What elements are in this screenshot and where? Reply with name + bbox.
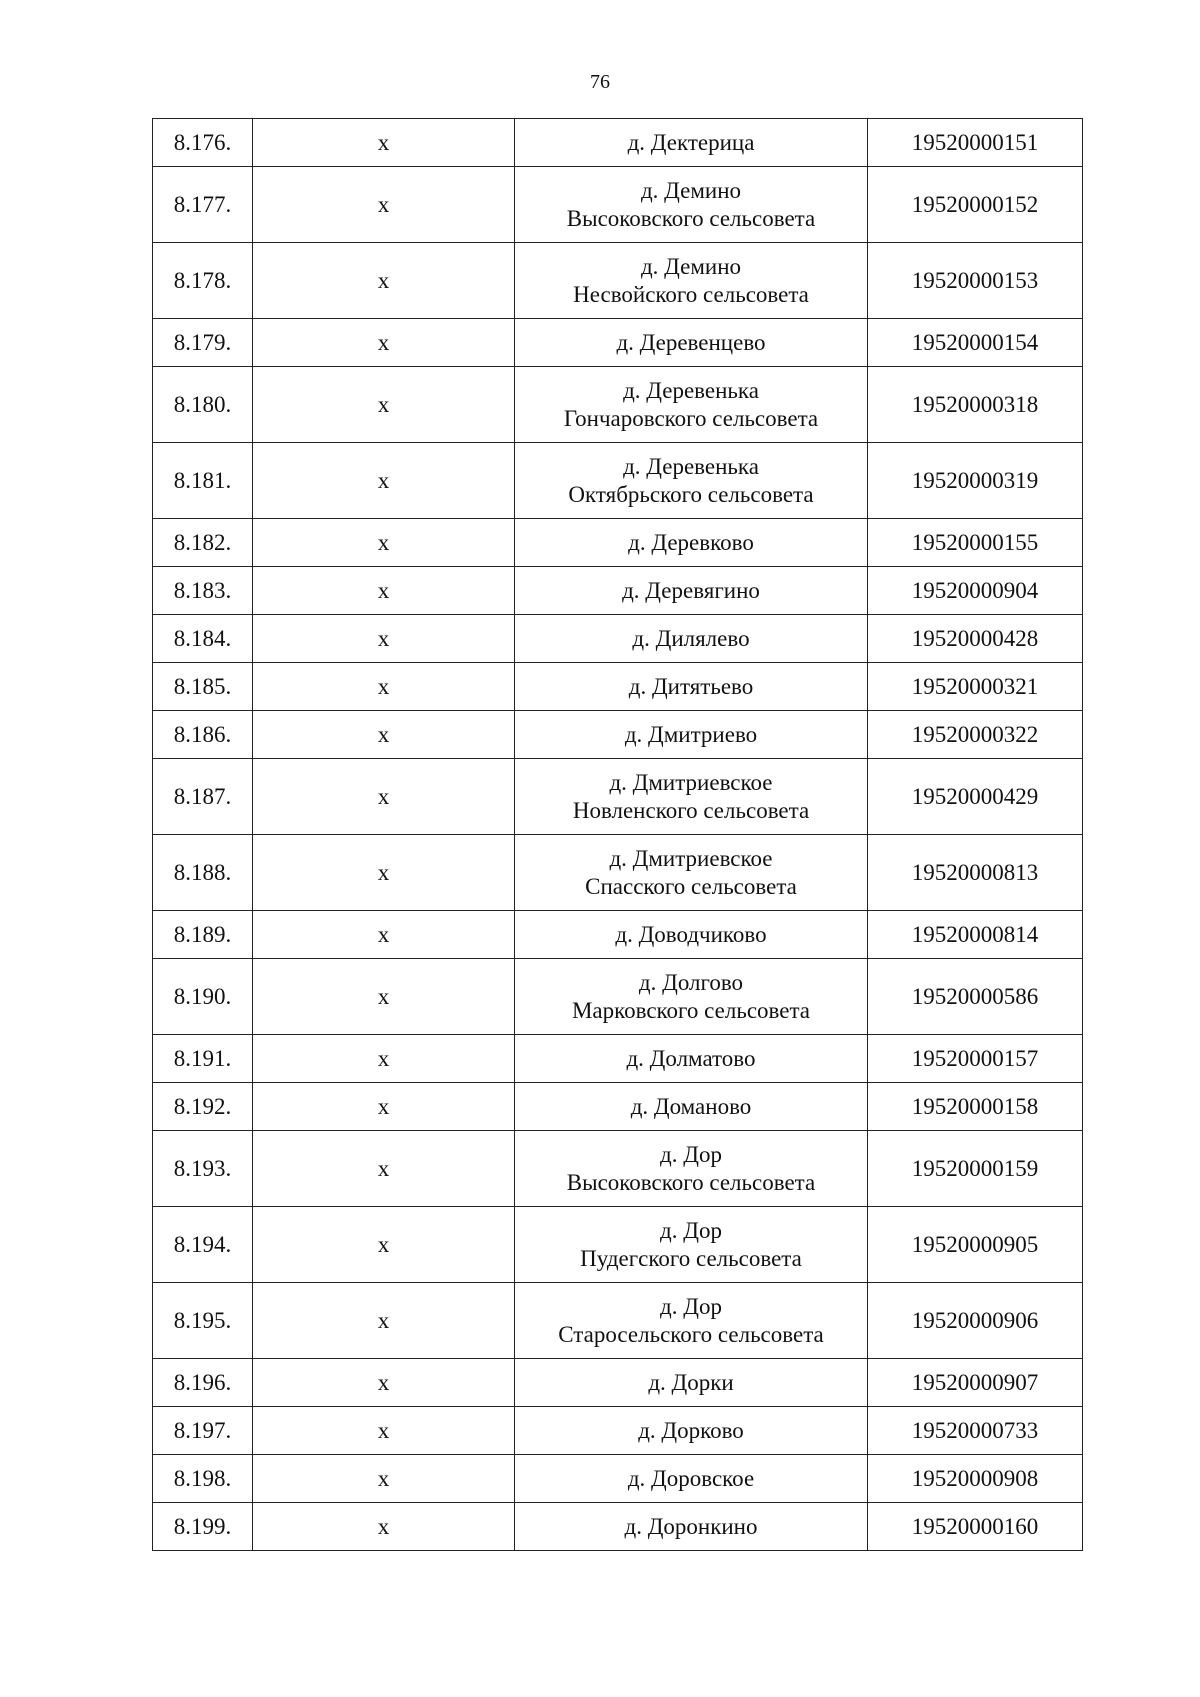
settlement-name: д. Долгово (638, 969, 744, 995)
settlement-code-cell: 19520000733 (868, 1407, 1083, 1455)
row-number-cell: 8.195. (153, 1283, 253, 1359)
row-mark-cell: х (253, 835, 515, 911)
row-number-cell: 8.180. (153, 367, 253, 443)
table-row (153, 663, 1083, 711)
row-number-cell: 8.190. (153, 959, 253, 1035)
settlement-code-cell: 19520000906 (868, 1283, 1083, 1359)
settlement-code-cell: 19520000322 (868, 711, 1083, 759)
row-number-cell: 8.198. (153, 1455, 253, 1503)
settlement-name-cell (515, 1083, 868, 1131)
table-row (153, 759, 1083, 835)
row-mark-cell: х (253, 167, 515, 243)
settlement-name: д. Доровское (627, 1465, 755, 1491)
table-row (153, 1283, 1083, 1359)
settlement-name: д. Демино (640, 177, 742, 203)
settlement-name: д. Деревенцево (616, 329, 766, 355)
row-mark-cell: х (253, 1283, 515, 1359)
settlement-name: д. Дорки (648, 1369, 734, 1395)
row-mark-cell: х (253, 443, 515, 519)
settlement-council: Старосельского сельсовета (558, 1321, 824, 1347)
row-number-cell: 8.185. (153, 663, 253, 711)
settlement-name: д. Демино (640, 253, 742, 279)
row-number-cell: 8.181. (153, 443, 253, 519)
table-row (153, 959, 1083, 1035)
table-row (153, 1503, 1083, 1551)
settlement-name: д. Деревенька (623, 377, 759, 403)
row-number-cell: 8.193. (153, 1131, 253, 1207)
table-row (153, 243, 1083, 319)
row-mark-cell: х (253, 1503, 515, 1551)
settlement-name-cell (515, 167, 868, 243)
settlement-code-cell: 19520000159 (868, 1131, 1083, 1207)
row-number-cell: 8.184. (153, 615, 253, 663)
settlement-code-cell: 19520000904 (868, 567, 1083, 615)
settlement-name-cell (515, 367, 868, 443)
settlement-council: Новленского сельсовета (572, 797, 810, 823)
table-row (153, 1407, 1083, 1455)
settlement-name: д. Дор (660, 1141, 722, 1167)
settlement-name-cell (515, 119, 868, 167)
row-mark-cell: х (253, 1359, 515, 1407)
settlement-name: д. Деревково (628, 529, 754, 555)
table-body (153, 119, 1083, 1551)
settlement-council: Высоковского сельсовета (566, 205, 816, 231)
settlement-name-cell (515, 663, 868, 711)
settlement-name: д. Деревягино (622, 577, 760, 603)
row-mark-cell: х (253, 519, 515, 567)
settlement-name-cell (515, 443, 868, 519)
settlement-name-cell (515, 1503, 868, 1551)
row-mark-cell: х (253, 759, 515, 835)
settlement-name: д. Дмитриево (624, 721, 758, 747)
settlement-code-cell: 19520000151 (868, 119, 1083, 167)
row-number-cell: 8.196. (153, 1359, 253, 1407)
settlement-code-cell: 19520000153 (868, 243, 1083, 319)
row-mark-cell: х (253, 711, 515, 759)
settlement-name-cell (515, 1407, 868, 1455)
table-row (153, 1035, 1083, 1083)
settlement-name-cell (515, 615, 868, 663)
row-number-cell: 8.192. (153, 1083, 253, 1131)
settlement-name-cell (515, 911, 868, 959)
row-mark-cell: х (253, 567, 515, 615)
settlement-name: д. Долматово (626, 1045, 756, 1071)
settlement-code-cell: 19520000158 (868, 1083, 1083, 1131)
settlement-council: Высоковского сельсовета (566, 1169, 816, 1195)
settlement-council: Несвойского сельсовета (573, 281, 809, 307)
settlement-name: д. Дмитриевское (609, 845, 773, 871)
settlement-name-cell (515, 759, 868, 835)
settlement-name-cell (515, 835, 868, 911)
settlements-table (152, 118, 1083, 1551)
settlement-name-cell (515, 959, 868, 1035)
settlement-name: д. Дорково (638, 1417, 744, 1443)
row-number-cell: 8.199. (153, 1503, 253, 1551)
settlement-code-cell: 19520000157 (868, 1035, 1083, 1083)
settlement-council: Пудегского сельсовета (580, 1245, 802, 1271)
settlement-code-cell: 19520000155 (868, 519, 1083, 567)
settlement-code-cell: 19520000429 (868, 759, 1083, 835)
row-number-cell: 8.176. (153, 119, 253, 167)
settlement-name-cell (515, 1207, 868, 1283)
table-row (153, 367, 1083, 443)
row-number-cell: 8.183. (153, 567, 253, 615)
settlement-name-cell (515, 1455, 868, 1503)
table-row (153, 167, 1083, 243)
row-number-cell: 8.189. (153, 911, 253, 959)
settlement-name-cell (515, 1283, 868, 1359)
settlement-council: Марковского сельсовета (571, 997, 811, 1023)
settlement-council: Гончаровского сельсовета (563, 405, 819, 431)
settlement-code-cell: 19520000586 (868, 959, 1083, 1035)
settlement-name: д. Деревенька (623, 453, 759, 479)
row-number-cell: 8.187. (153, 759, 253, 835)
settlement-council: Спасского сельсовета (585, 873, 797, 899)
row-number-cell: 8.179. (153, 319, 253, 367)
row-number-cell: 8.194. (153, 1207, 253, 1283)
settlement-code-cell: 19520000152 (868, 167, 1083, 243)
row-mark-cell: х (253, 663, 515, 711)
settlement-code-cell: 19520000905 (868, 1207, 1083, 1283)
row-number-cell: 8.191. (153, 1035, 253, 1083)
row-number-cell: 8.188. (153, 835, 253, 911)
row-number-cell: 8.186. (153, 711, 253, 759)
settlement-name: д. Доводчиково (615, 921, 767, 947)
table-row (153, 1083, 1083, 1131)
settlement-name: д. Дитятьево (628, 673, 754, 699)
settlement-name: д. Дилялево (632, 625, 750, 651)
row-number-cell: 8.182. (153, 519, 253, 567)
settlement-code-cell: 19520000908 (868, 1455, 1083, 1503)
table-row (153, 911, 1083, 959)
table-row (153, 1359, 1083, 1407)
settlement-name-cell (515, 243, 868, 319)
settlement-name: д. Дмитриевское (609, 769, 773, 795)
row-mark-cell: х (253, 367, 515, 443)
row-mark-cell: х (253, 1207, 515, 1283)
table-row (153, 119, 1083, 167)
row-number-cell: 8.197. (153, 1407, 253, 1455)
table-row (153, 615, 1083, 663)
settlement-code-cell: 19520000428 (868, 615, 1083, 663)
page-number: 76 (590, 71, 610, 93)
settlement-name: д. Дектерица (627, 129, 755, 155)
settlement-code-cell: 19520000160 (868, 1503, 1083, 1551)
settlement-name: д. Доронкино (624, 1513, 758, 1539)
row-mark-cell: х (253, 243, 515, 319)
row-mark-cell: х (253, 1407, 515, 1455)
row-mark-cell: х (253, 1035, 515, 1083)
settlement-name-cell (515, 567, 868, 615)
settlement-code-cell: 19520000318 (868, 367, 1083, 443)
settlement-name-cell (515, 519, 868, 567)
settlement-code-cell: 19520000814 (868, 911, 1083, 959)
row-mark-cell: х (253, 959, 515, 1035)
table-row (153, 443, 1083, 519)
table-row (153, 319, 1083, 367)
row-mark-cell: х (253, 1455, 515, 1503)
row-mark-cell: х (253, 319, 515, 367)
settlement-name-cell (515, 711, 868, 759)
row-number-cell: 8.177. (153, 167, 253, 243)
settlement-name: д. Доманово (630, 1093, 752, 1119)
settlement-name-cell (515, 1359, 868, 1407)
row-mark-cell: х (253, 1083, 515, 1131)
settlement-name: д. Дор (660, 1293, 722, 1319)
row-mark-cell: х (253, 119, 515, 167)
settlement-code-cell: 19520000907 (868, 1359, 1083, 1407)
table-row (153, 1455, 1083, 1503)
settlement-code-cell: 19520000319 (868, 443, 1083, 519)
row-mark-cell: х (253, 911, 515, 959)
table-row (153, 519, 1083, 567)
settlement-code-cell: 19520000813 (868, 835, 1083, 911)
settlement-name-cell (515, 1131, 868, 1207)
row-mark-cell: х (253, 1131, 515, 1207)
settlement-code-cell: 19520000321 (868, 663, 1083, 711)
table-row (153, 1207, 1083, 1283)
table-row (153, 567, 1083, 615)
row-number-cell: 8.178. (153, 243, 253, 319)
table-row (153, 835, 1083, 911)
settlement-name-cell (515, 1035, 868, 1083)
settlement-name: д. Дор (660, 1217, 722, 1243)
settlement-council: Октябрьского сельсовета (568, 481, 814, 507)
table-row (153, 711, 1083, 759)
table-row (153, 1131, 1083, 1207)
settlement-code-cell: 19520000154 (868, 319, 1083, 367)
settlement-name-cell (515, 319, 868, 367)
row-mark-cell: х (253, 615, 515, 663)
